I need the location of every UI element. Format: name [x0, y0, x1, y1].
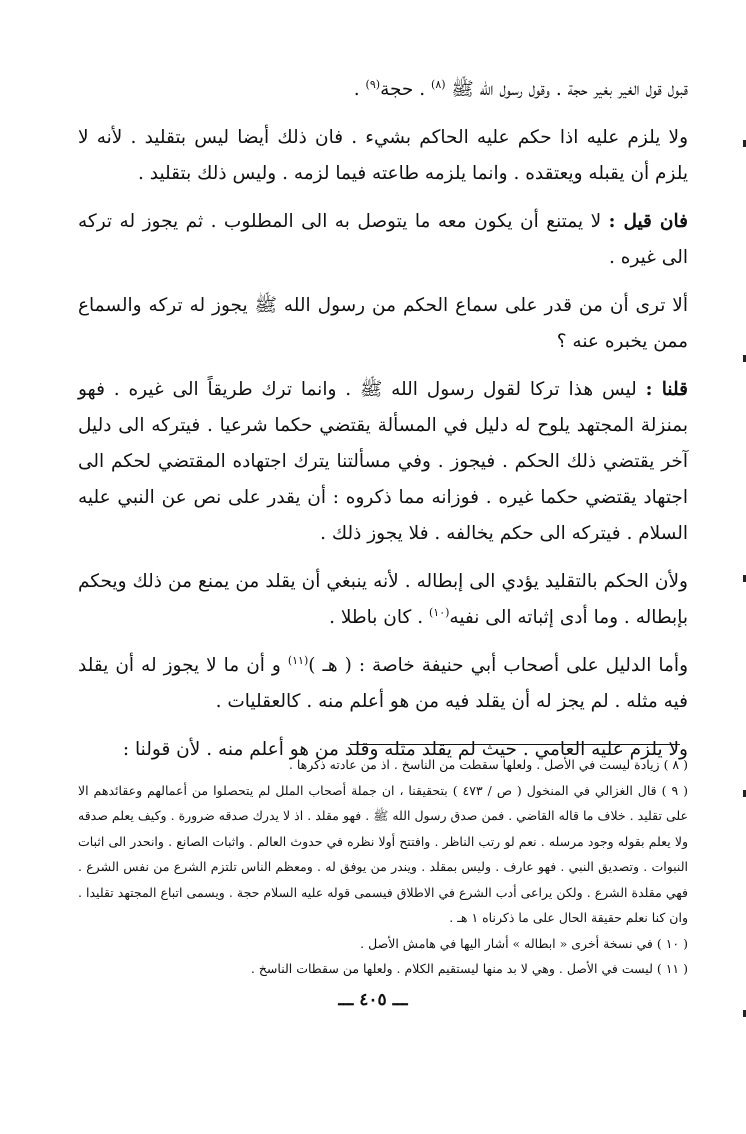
- page-number: ـــ ٤٠٥ ـــ: [338, 990, 408, 1010]
- objection-lead: فان قيل :: [608, 211, 688, 232]
- footnote-11: ( ١١ ) ليست في الأصل . وهي لا بد منها ليستقيم الكلام . ولعلها من سقطات الناسخ .: [250, 961, 688, 976]
- paragraph-1: [78, 72, 688, 108]
- paragraph-text: ألا ترى أن من قدر على سماع الحكم من رسول الله ﷺ يجوز له تركه والسماع ممن يخبره عنه ؟: [78, 295, 688, 352]
- footnote-ref[interactable]: (١٠): [428, 605, 450, 619]
- paragraph-3: [78, 204, 688, 276]
- paragraph-text: .: [353, 79, 366, 100]
- paragraph-text: ليس هذا تركا لقول رسول الله ﷺ . وانما ترك طريقاً الى غيره . فهو بمنزلة المجتهد يلوح له دليل في المسألة يقتضي حكما شرعيا . فيتركه الى دليل آخر يقتضي ذلك الحكم . فيجوز . وفي مسألتنا يترك اجتهاده المقتضي لحكم الى اجتهاد يقتضي حكما غيره . فوزانه مما ذكروه : أن يقدر على نص عن النبي عليه السلام . فيتركه الى حكم يخالفه . فلا يجوز ذلك .: [78, 379, 688, 544]
- footnote-9: ( ٩ ) قال الغزالي في المنخول ( ص / ٤٧٣ ) بتحقيقنا ، ان جملة أصحاب الملل لم يتحصلوا من أعمالهم وعقائدهم الا على تقليد . خلاف ما قاله القاضي . فمن صدق رسول الله ﷺ . فهو مقلد . اذ لا يدرك صدقه ضرورة . وكيف يعلم صدقه ولا يعلم بقوله وجود مرسله . نعم لو رتب الناظر . وافتتح أولا نظره في حدوث العالم . واثبات الصانع . وانحدر الى اثبات النبوات . وتصديق النبي . فهو عارف . وليس بمقلد . ويندر من يوفق له . ومعظم الناس تلتزم الشرع من نفس الشرع . فهي مقلدة الشرع . ولكن يراعى أدب الشرع في الاطلاق فيسمى قوله عليه السلام حجة . ويسمى اتباع المجتهد تقليدا . وان كنا نعلم حقيقة الحال على ما ذكرناه ١ هـ .: [78, 782, 688, 925]
- footnote-8: ( ٨ ) زيادة ليست في الأصل . ولعلها سقطت من الناسخ . اذ من عادته ذكرها .: [288, 757, 688, 772]
- paragraph-text: لا يمتنع أن يكون معه ما يتوصل به الى المطلوب . ثم يجوز له تركه الى غيره .: [78, 211, 688, 268]
- footnote-ref[interactable]: (٨): [431, 77, 446, 91]
- footnotes: [78, 752, 688, 982]
- paragraph-text: و أن ما لا يجوز له أن يقلد فيه مثله . لم يجز له أن يقلد فيه من هو أعلم منه . كالعقليات .: [78, 655, 688, 712]
- paragraph-5: [78, 372, 688, 552]
- paragraph-text: وأما الدليل على أصحاب أبي حنيفة خاصة : ( هـ ): [308, 655, 688, 676]
- main-text: [78, 72, 688, 780]
- paragraph-2: [78, 120, 688, 192]
- paragraph-text: ولأن الحكم بالتقليد يؤدي الى إبطاله . لأنه ينبغي أن يقلد من يمنع من ذلك ويحكم بإبطاله . وما أدى إثباته الى نفيه: [78, 571, 688, 628]
- footnote-divider: [350, 744, 680, 745]
- paragraph-4: [78, 288, 688, 360]
- footnote-10: ( ١٠ ) في نسخة أخرى « ابطاله » أشار اليها في هامش الأصل .: [360, 935, 688, 951]
- footnote-ref[interactable]: (٩): [365, 77, 381, 91]
- paragraph-text: . حجة: [380, 79, 432, 100]
- paragraph-text: . كان باطلا .: [329, 607, 429, 628]
- footnote-ref[interactable]: (١١): [287, 653, 309, 667]
- paragraph-7: [78, 648, 688, 720]
- paragraph-6: [78, 564, 688, 636]
- paragraph-text: ولا يلزم عليه اذا حكم عليه الحاكم بشيء . فان ذلك أيضا ليس بتقليد . لأنه لا يلزم أن يقبله ويعتقده . وانما يلزمه طاعته فيما لزمه . وليس ذلك بتقليد .: [78, 127, 688, 184]
- paragraph-text: ولا يلزم عليه العامي . حيث لم يقلد مثله وقلد من هو أعلم منه . لأن قولنا :: [122, 739, 688, 760]
- paragraph-text: قبول قول الغير بغير حجة . وقول رسول الله ﷺ: [445, 79, 688, 100]
- reply-lead: قلنا :: [645, 379, 688, 400]
